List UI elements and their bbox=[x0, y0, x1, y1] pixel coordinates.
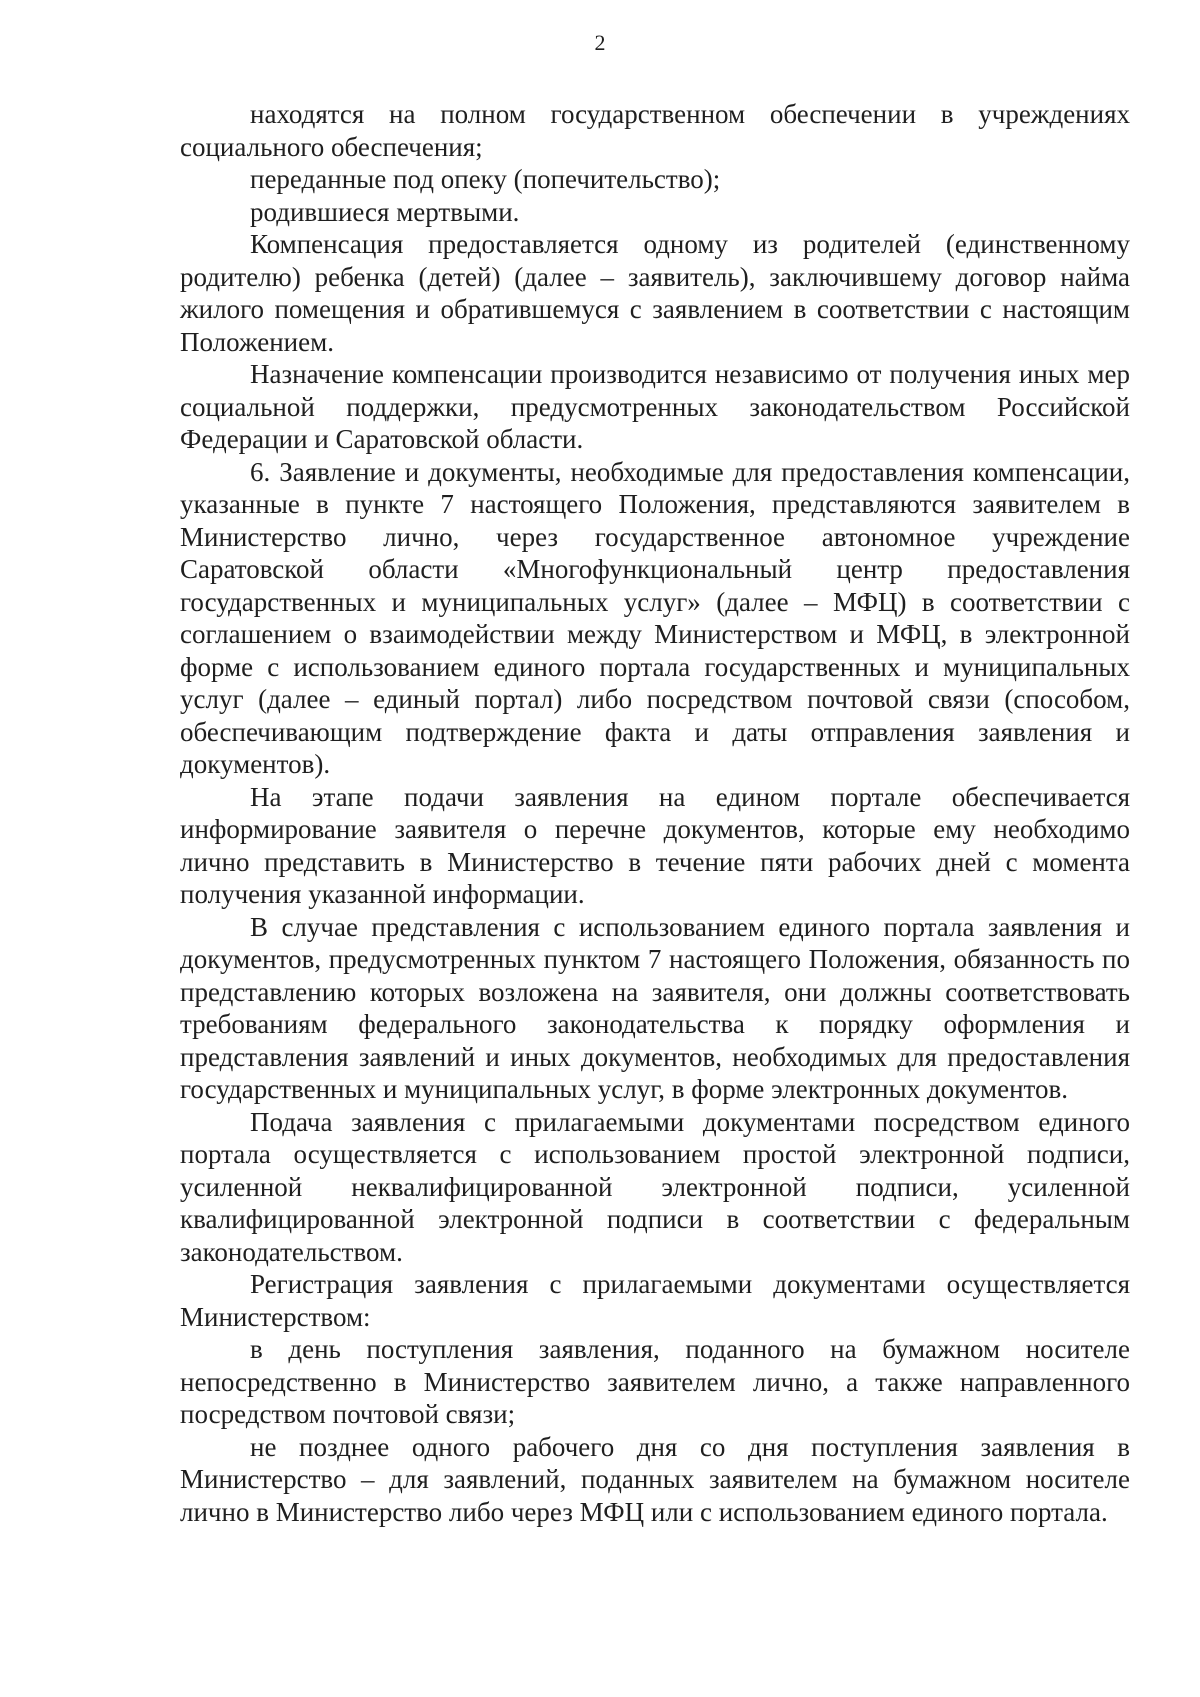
paragraph: родившиеся мертвыми. bbox=[250, 196, 520, 227]
paragraph: Регистрация заявления с прилагаемыми документами осуществляется Министерством: bbox=[180, 1269, 1130, 1332]
paragraph: В случае представления с использованием единого портала заявления и документов, предусмотренных пунктом 7 настоящего Положения, обязанность по представлению которых возложена на заявителя, они должны соответствовать требованиям федерального законодательства к порядку оформления и представления заявлений и иных документов, необходимых для предоставления государственных и муниципальных услуг, в форме электронных документов. bbox=[180, 911, 1130, 1104]
document-body bbox=[180, 98, 1130, 1528]
paragraph: не позднее одного рабочего дня со дня поступления заявления в Министерство – для заявлений, поданных заявителем на бумажном носителе лично в Министерство либо через МФЦ или с использованием единого портала. bbox=[180, 1431, 1130, 1527]
paragraph: Подача заявления с прилагаемыми документами посредством единого портала осуществляется с использованием простой электронной подписи, усиленной неквалифицированной электронной подписи, усиленной квалифицированной электронной подписи в соответствии с федеральным законодательством. bbox=[180, 1106, 1130, 1267]
paragraph: 6. Заявление и документы, необходимые для предоставления компенсации, указанные в пункте 7 настоящего Положения, представляются заявителем в Министерство лично, через государственное автономное учреждение Саратовской области «Многофункциональный центр предоставления государственных и муниципальных услуг» (далее – МФЦ) в соответствии с соглашением о взаимодействии между Министерством и МФЦ, в электронной форме с использованием единого портала государственных и муниципальных услуг (далее – единый портал) либо посредством почтовой связи (способом, обеспечивающим подтверждение факта и даты отправления заявления и документов). bbox=[180, 456, 1130, 779]
paragraph: в день поступления заявления, поданного на бумажном носителе непосредственно в Министерство заявителем лично, а также направленного посредством почтовой связи; bbox=[180, 1334, 1130, 1429]
page-number: 2 bbox=[594, 30, 606, 55]
paragraph: переданные под опеку (попечительство); bbox=[250, 164, 721, 194]
paragraph: Назначение компенсации производится независимо от получения иных мер социальной поддержки, предусмотренных законодательством Российской Федерации и Саратовской области. bbox=[180, 359, 1130, 454]
paragraph: На этапе подачи заявления на едином портале обеспечивается информирование заявителя о перечне документов, которые ему необходимо лично представить в Министерство в течение пяти рабочих дней с момента получения указанной информации. bbox=[180, 781, 1130, 909]
paragraph: находятся на полном государственном обеспечении в учреждениях социального обеспечения; bbox=[180, 99, 1130, 162]
paragraph: Компенсация предоставляется одному из родителей (единственному родителю) ребенка (детей) (далее – заявитель), заключившему договор найма жилого помещения и обратившемуся с заявлением в соответствии с настоящим Положением. bbox=[180, 229, 1130, 357]
